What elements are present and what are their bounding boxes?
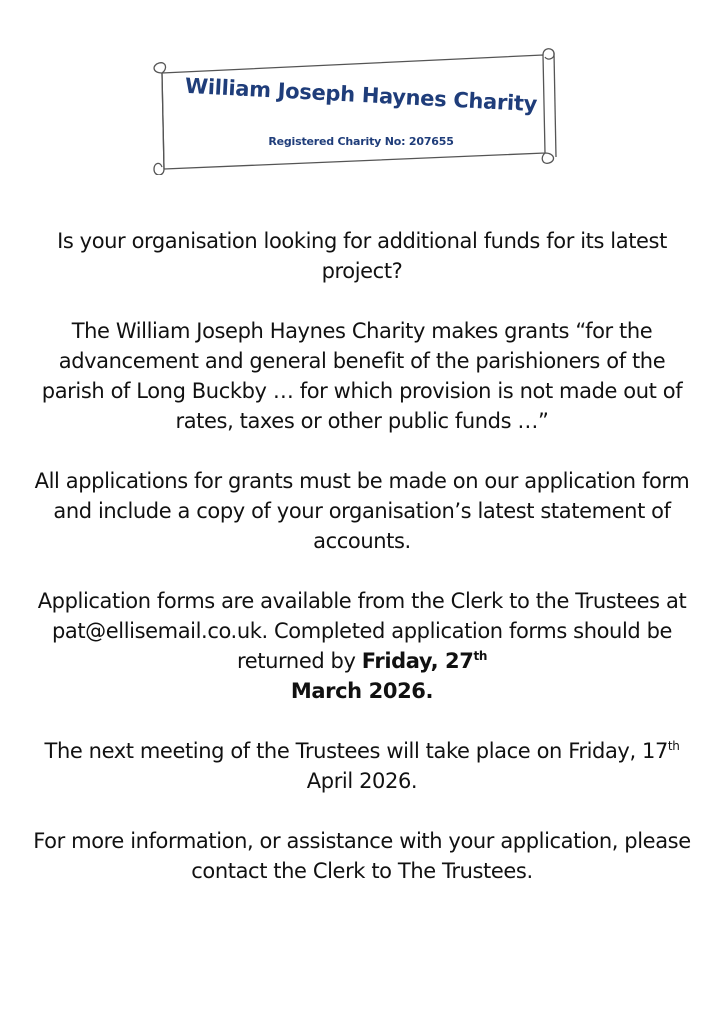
deadline-rest: March 2026. — [290, 679, 434, 703]
notice-body — [30, 226, 694, 886]
charity-banner — [148, 45, 568, 175]
registration-number: Registered Charity No: 207655 — [268, 135, 454, 148]
intro-paragraph: Is your organisation looking for additional funds for its latest project? — [57, 229, 667, 283]
contact-paragraph: For more information, or assistance with your application, please contact the Clerk to The Trustees. — [33, 829, 691, 883]
requirements-paragraph: All applications for grants must be made on our application form and include a copy of your organisation’s latest statement of accounts. — [34, 469, 690, 553]
meeting-suffix: th — [667, 739, 680, 753]
meeting-paragraph — [30, 736, 694, 796]
meeting-rest: April 2026. — [306, 769, 418, 793]
meeting-text: The next meeting of the Trustees will take place on Friday, 17 — [44, 739, 668, 763]
charity-title: William Joseph Haynes Charity — [184, 73, 538, 117]
deadline-suffix: th — [473, 649, 487, 663]
purpose-paragraph: The William Joseph Haynes Charity makes grants “for the advancement and general benefit of the parishioners of the parish of Long Buckby … for which provision is not made out of rates, taxes or other public funds …” — [41, 319, 683, 433]
availability-text: Application forms are available from the Clerk to the Trustees at pat@ellisemail.co.uk. Completed application forms should be returned by — [37, 589, 687, 673]
deadline-day: Friday, 27 — [361, 649, 474, 673]
availability-paragraph — [30, 586, 694, 706]
